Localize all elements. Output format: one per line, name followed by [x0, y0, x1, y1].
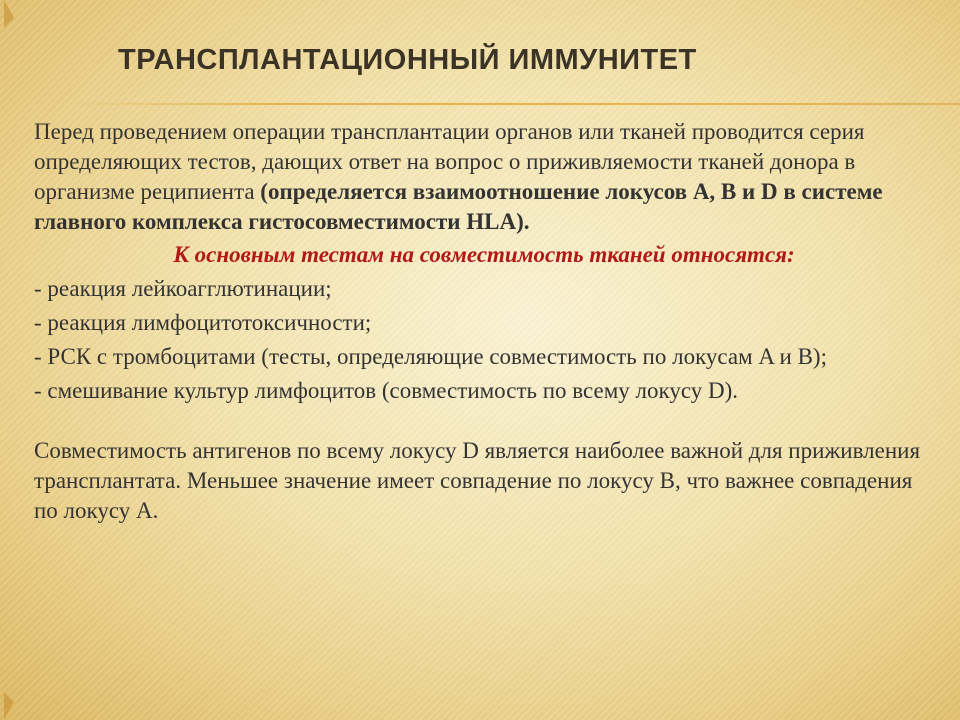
conclusion-paragraph: Совместимость антигенов по всему локусу D является наиболее важной для приживления трансплантата. Меньшее значение имеет совпадение по локусу B, что важнее совпадения по локусу A.: [34, 438, 921, 523]
test-item-leukoagglutination: - реакция лейкоагглютинации;: [34, 276, 332, 301]
test-item-mixed-lymphocyte-culture: - смешивание культур лимфоцитов (совместимость по всему локусу D).: [34, 378, 739, 403]
slide-body: [34, 117, 934, 526]
slide-title: ТРАНСПЛАНТАЦИОННЫЙ ИММУНИТЕТ: [118, 44, 697, 76]
intro-text: Перед проведением операции трансплантации органов или тканей проводится серия определяющих тестов, дающих ответ на вопрос о приживляемости тканей донора в организме реципиента: [34, 119, 865, 204]
intro-bold-text: (определяется взаимоотношение локусов A, B и D в системе главного комплекса гистосовместимости HLA).: [34, 179, 883, 234]
paragraph-spacer: [34, 406, 934, 436]
test-item-lymphocytotoxicity: - реакция лимфоцитотоксичности;: [34, 310, 372, 335]
intro-paragraph: [34, 117, 934, 237]
test-item-rsk-platelets: - РСК с тромбоцитами (тесты, определяющие совместимость по локусам A и B);: [34, 344, 827, 369]
title-divider: [56, 103, 960, 105]
tests-heading: К основным тестам на совместимость тканей относятся:: [173, 242, 795, 267]
